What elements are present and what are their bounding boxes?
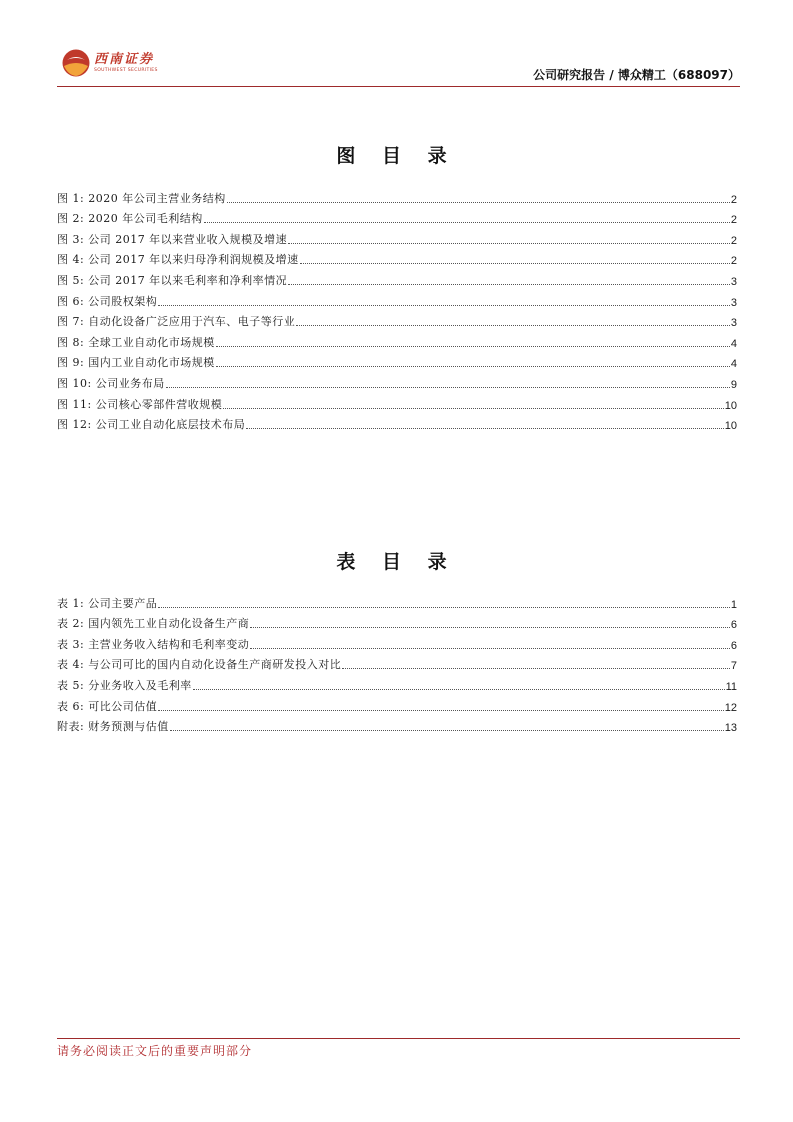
dot-leader — [288, 283, 730, 285]
table-list — [57, 590, 737, 734]
dot-leader — [342, 667, 730, 669]
figure-entry-page: 4 — [730, 337, 737, 350]
table-entry[interactable] — [57, 611, 737, 632]
figure-entry-label: 图 6: 公司股权架构 — [57, 294, 158, 308]
header-divider — [57, 86, 740, 87]
figure-list-title: 图 目 录 — [336, 145, 457, 167]
brand-logo-icon — [61, 48, 91, 78]
page-header — [57, 46, 740, 88]
figure-entry-page: 2 — [730, 255, 737, 268]
table-entry-label: 表 4: 与公司可比的国内自动化设备生产商研发投入对比 — [57, 658, 342, 672]
footer-divider — [57, 1038, 740, 1039]
table-entry-label: 表 5: 分业务收入及毛利率 — [57, 678, 192, 692]
figure-entry[interactable] — [57, 412, 737, 433]
table-entry[interactable] — [57, 714, 737, 735]
figure-entry-page: 9 — [730, 378, 737, 391]
dot-leader — [246, 427, 724, 429]
dot-leader — [158, 606, 730, 608]
dot-leader — [158, 709, 724, 711]
figure-entry[interactable] — [57, 206, 737, 227]
table-entry-page: 13 — [724, 722, 737, 735]
figure-entry-label: 图 8: 全球工业自动化市场规模 — [57, 335, 215, 349]
table-entry[interactable] — [57, 631, 737, 652]
brand-logo — [61, 48, 158, 78]
dot-leader — [166, 386, 730, 388]
dot-leader — [158, 304, 730, 306]
table-entry[interactable] — [57, 590, 737, 611]
dot-leader — [223, 407, 724, 409]
dot-leader — [296, 324, 730, 326]
table-entry-page: 7 — [730, 660, 737, 673]
table-entry-page: 6 — [730, 619, 737, 632]
table-entry-page: 12 — [724, 701, 737, 714]
brand-name-en: SOUTHWEST SECURITIES — [94, 68, 158, 73]
figure-entry[interactable] — [57, 247, 737, 268]
figure-entry[interactable] — [57, 350, 737, 371]
figure-entry[interactable] — [57, 309, 737, 330]
figure-entry-page: 3 — [730, 317, 737, 330]
figure-entry-label: 图 10: 公司业务布局 — [57, 376, 165, 390]
figure-entry-label: 图 7: 自动化设备广泛应用于汽车、电子等行业 — [57, 315, 296, 329]
figure-entry-page: 3 — [730, 296, 737, 309]
table-entry[interactable] — [57, 652, 737, 673]
figure-entry-page: 2 — [730, 214, 737, 227]
figure-entry[interactable] — [57, 267, 737, 288]
table-entry[interactable] — [57, 693, 737, 714]
dot-leader — [288, 242, 730, 244]
table-entry-label: 表 1: 公司主要产品 — [57, 596, 158, 610]
figure-entry[interactable] — [57, 391, 737, 412]
figure-entry-label: 图 12: 公司工业自动化底层技术布局 — [57, 418, 246, 432]
figure-entry-page: 4 — [730, 358, 737, 371]
figure-entry-label: 图 3: 公司 2017 年以来营业收入规模及增速 — [57, 232, 288, 246]
dot-leader — [193, 688, 725, 690]
figure-entry[interactable] — [57, 370, 737, 391]
dot-leader — [216, 345, 730, 347]
report-title: 公司研究报告 / 博众精工（688097） — [533, 68, 740, 82]
dot-leader — [170, 729, 724, 731]
dot-leader — [250, 626, 730, 628]
footer-disclaimer: 请务必阅读正文后的重要声明部分 — [57, 1044, 253, 1058]
table-entry-page: 11 — [725, 680, 737, 693]
figure-entry[interactable] — [57, 329, 737, 350]
figure-entry[interactable] — [57, 226, 737, 247]
figure-entry-page: 10 — [724, 420, 737, 433]
table-entry-label: 附表: 财务预测与估值 — [57, 720, 169, 734]
figure-entry-page: 2 — [730, 193, 737, 206]
dot-leader — [204, 221, 730, 223]
table-entry[interactable] — [57, 672, 737, 693]
table-entry-label: 表 3: 主营业务收入结构和毛利率变动 — [57, 637, 250, 651]
figure-entry-page: 2 — [730, 234, 737, 247]
table-entry-page: 6 — [730, 639, 737, 652]
figure-entry[interactable] — [57, 185, 737, 206]
dot-leader — [300, 262, 730, 264]
brand-name-cn: 西南证券 — [94, 52, 155, 67]
figure-entry-label: 图 1: 2020 年公司主营业务结构 — [57, 191, 226, 205]
dot-leader — [227, 201, 730, 203]
figure-entry-page: 3 — [730, 275, 737, 288]
figure-entry[interactable] — [57, 288, 737, 309]
figure-entry-label: 图 5: 公司 2017 年以来毛利率和净利率情况 — [57, 273, 288, 287]
figure-list — [57, 185, 737, 432]
figure-entry-label: 图 9: 国内工业自动化市场规模 — [57, 356, 215, 370]
figure-entry-label: 图 2: 2020 年公司毛利结构 — [57, 212, 203, 226]
figure-entry-label: 图 4: 公司 2017 年以来归母净利润规模及增速 — [57, 253, 299, 267]
table-entry-label: 表 6: 可比公司估值 — [57, 699, 158, 713]
table-entry-label: 表 2: 国内领先工业自动化设备生产商 — [57, 617, 250, 631]
dot-leader — [216, 365, 730, 367]
table-entry-page: 1 — [730, 598, 737, 611]
dot-leader — [250, 647, 730, 649]
figure-entry-label: 图 11: 公司核心零部件营收规模 — [57, 397, 223, 411]
table-list-title: 表 目 录 — [336, 551, 457, 573]
figure-entry-page: 10 — [724, 399, 737, 412]
